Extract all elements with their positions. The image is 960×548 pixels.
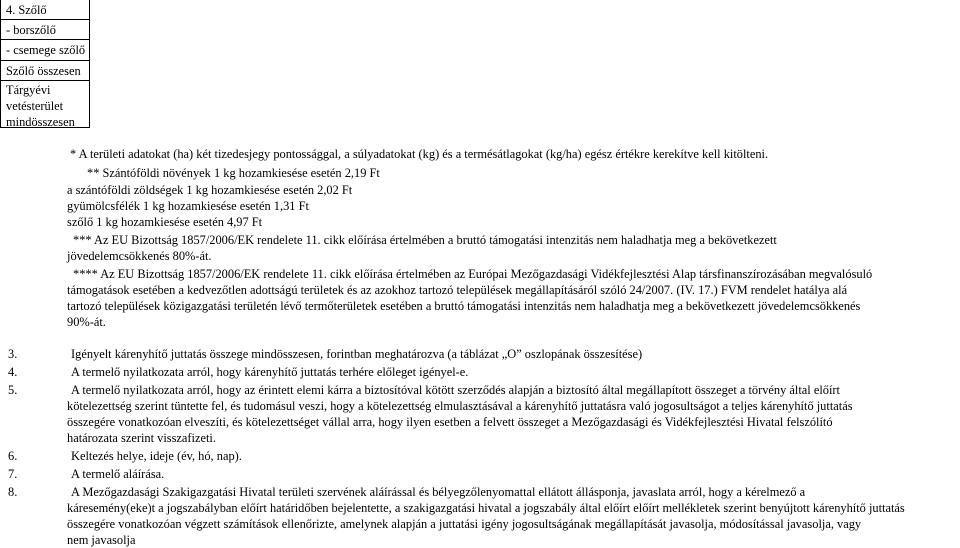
crop-table — [0, 0, 90, 128]
row-label: Szőlő összesen — [6, 63, 81, 78]
item-text: A termelő aláírása. — [71, 467, 165, 481]
item-text: nem javasolja — [67, 533, 136, 547]
item-text: összegére vonatkozóan végzett számítások ellenőrizte, amelynek alapján a juttatási igény jogosultságának megállapítását javasolja, módosítással javasolja, vagy — [67, 517, 862, 531]
table-row — [1, 0, 89, 20]
row-label: - csemege szőlő — [6, 43, 86, 58]
item-number: 6. — [8, 449, 18, 463]
table-row — [1, 61, 89, 81]
footnote-4-line: **** Az EU Bizottság 1857/2006/EK rendelete 11. cikk előírása értelmében az Európai Mezőgazdasági Vidékfejlesztési Alap társfinanszírozásában megvalósuló — [73, 267, 873, 281]
table-row — [1, 40, 89, 60]
item-text: A Mezőgazdasági Szakigazgatási Hivatal területi szervének aláírással és bélyegzőlenyomattal ellátott állásponja, javaslata arról, hogy a kérelmező a — [71, 485, 806, 499]
item-number: 5. — [8, 383, 18, 397]
row-label: Tárgyévi — [6, 82, 51, 97]
table-row — [1, 20, 89, 40]
footnote-3-line: *** Az EU Bizottság 1857/2006/EK rendelete 11. cikk előírása értelmében a bruttó támogatási intenzitás nem haladhatja meg a bekövetkezett — [73, 233, 777, 247]
item-text: kötelezettség szerint tüntette fel, és tudomásul veszi, hogy a kötelezettség elmulasztásával a kárenyhítő juttatásra való jogosultságot a teljes kárenyhítő juttatás — [67, 399, 853, 413]
item-number: 3. — [8, 347, 18, 361]
footnote-2-line: ** Szántóföldi növények 1 kg hozamkiesése esetén 2,19 Ft — [87, 166, 380, 180]
footnote-3-line: jövedelemcsökkenés 80%-át. — [67, 249, 212, 263]
footnote-2-line: a szántóföldi zöldségek 1 kg hozamkiesése esetén 2,02 Ft — [67, 183, 353, 197]
item-number: 8. — [8, 485, 18, 499]
footnote-4-line: 90%-át. — [67, 315, 106, 329]
item-number: 7. — [8, 467, 18, 481]
item-text: A termelő nyilatkozata arról, hogy kárenyhítő juttatás terhére előleget igényel-e. — [71, 365, 469, 379]
footnote-4-line: tartozó települések közigazgatási területén lévő termőterületek esetében a bruttó támogatási intenzitás nem haladhatja meg a bekövetkezett jövedelemcsökkenés — [67, 299, 861, 313]
item-number: 4. — [8, 365, 18, 379]
footnote-2-line: szőlő 1 kg hozamkiesése esetén 4,97 Ft — [67, 215, 263, 229]
row-label: 4. Szőlő — [6, 3, 47, 17]
item-text: Igényelt kárenyhítő juttatás összege mindösszesen, forintban meghatározva (a táblázat „O” oszlopának összesítése) — [71, 347, 643, 361]
item-text: határozata szerint visszafizeti. — [67, 431, 216, 445]
footnote-4-line: támogatások esetében a kedvezőtlen adottságú területek és az azokhoz tartozó települések megállapításáról szóló 24/2007. (IV. 17.) FVM rendelet hatálya alá — [67, 283, 848, 297]
row-label: mindösszesen — [6, 115, 75, 130]
item-text: összegére vonatkozóan elveszíti, és kötelezettséget vállal arra, hogy ilyen esetben a felvett összeget a Mezőgazdasági és Vidékfejlesztési Hivatal felszólító — [67, 415, 833, 429]
item-text: káresemény(eke)t a jogszabályban előírt határidőben bejelentette, a szakigazgatási hivatal a jogszabály által előírt előírt mellékletek szerint benyújtott kárenyhítő juttatás — [67, 501, 905, 515]
row-label: - borszőlő — [6, 23, 56, 38]
footnote-2-line: gyümölcsfélék 1 kg hozamkiesése esetén 1,31 Ft — [67, 199, 309, 213]
row-label: vetésterület — [6, 99, 64, 114]
item-text: A termelő nyilatkozata arról, hogy az érintett elemi kárra a biztosítóval kötött szerződés alapján a biztosító által megállapított összeget a törvény által előírt — [71, 383, 840, 397]
item-text: Keltezés helye, ideje (év, hó, nap). — [71, 449, 242, 463]
table-row — [1, 81, 89, 132]
footnote-1: * A területi adatokat (ha) két tizedesjegy pontossággal, a súlyadatokat (kg) és a termésátlagokat (kg/ha) egész értékre kerekítve kell kitölteni. — [70, 147, 769, 161]
